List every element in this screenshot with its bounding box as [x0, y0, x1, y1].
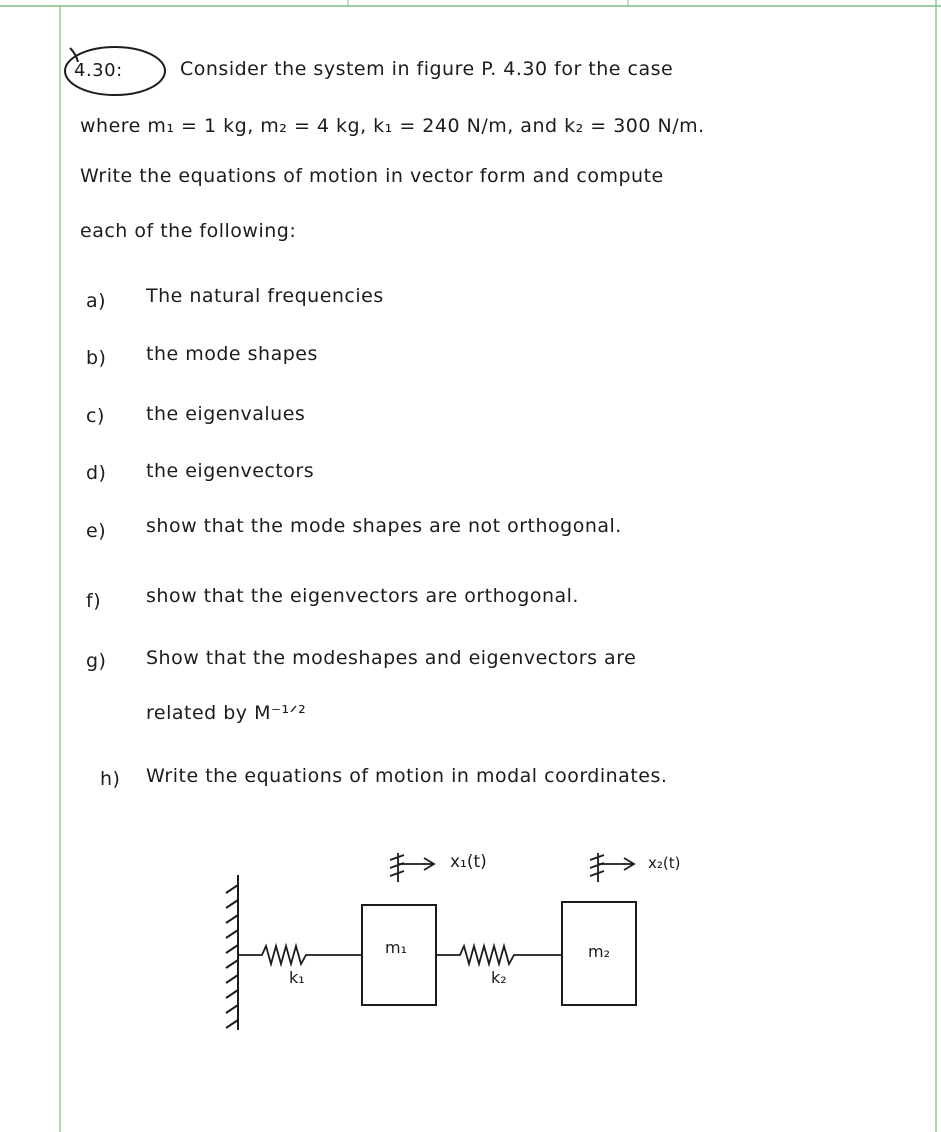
m1-label: m₁ — [385, 938, 407, 957]
k2-label: k₂ — [491, 968, 507, 987]
m2-label: m₂ — [588, 942, 610, 961]
item-d-text: the eigenvectors — [146, 460, 315, 482]
spring-k2 — [436, 946, 562, 964]
item-b-text: the mode shapes — [146, 343, 318, 365]
item-c-text: the eigenvalues — [146, 403, 306, 425]
x1-arrow — [390, 853, 434, 882]
item-d-label: d) — [86, 462, 107, 484]
x2-label: x₂(t) — [648, 854, 681, 872]
item-h-label: h) — [100, 768, 121, 790]
item-g-continuation: related by M⁻¹ᐟ² — [146, 702, 307, 724]
fixed-wall — [226, 875, 238, 1030]
item-a-label: a) — [86, 290, 107, 312]
statement-line-1: Consider the system in figure P. 4.30 for the case — [180, 58, 674, 80]
item-e-label: e) — [86, 520, 107, 542]
statement-line-2: where m₁ = 1 kg, m₂ = 4 kg, k₁ = 240 N/m, and k₂ = 300 N/m. — [80, 115, 705, 137]
item-g-text: Show that the modeshapes and eigenvectors are — [146, 647, 637, 669]
problem-number: 4.30: — [74, 60, 123, 81]
item-h-text: Write the equations of motion in modal coordinates. — [146, 765, 668, 787]
item-b-label: b) — [86, 347, 107, 369]
k1-label: k₁ — [289, 968, 305, 987]
statement-line-4: each of the following: — [80, 220, 297, 242]
item-g-label: g) — [86, 650, 107, 672]
statement-line-3: Write the equations of motion in vector form and compute — [80, 165, 664, 187]
item-f-text: show that the eigenvectors are orthogonal. — [146, 585, 579, 607]
x2-arrow — [590, 853, 634, 882]
item-e-text: show that the mode shapes are not orthogonal. — [146, 515, 622, 537]
item-f-label: f) — [86, 590, 102, 612]
item-c-label: c) — [86, 405, 105, 427]
x1-label: x₁(t) — [450, 852, 487, 872]
spring-k1 — [238, 946, 362, 964]
item-a-text: The natural frequencies — [146, 285, 384, 307]
